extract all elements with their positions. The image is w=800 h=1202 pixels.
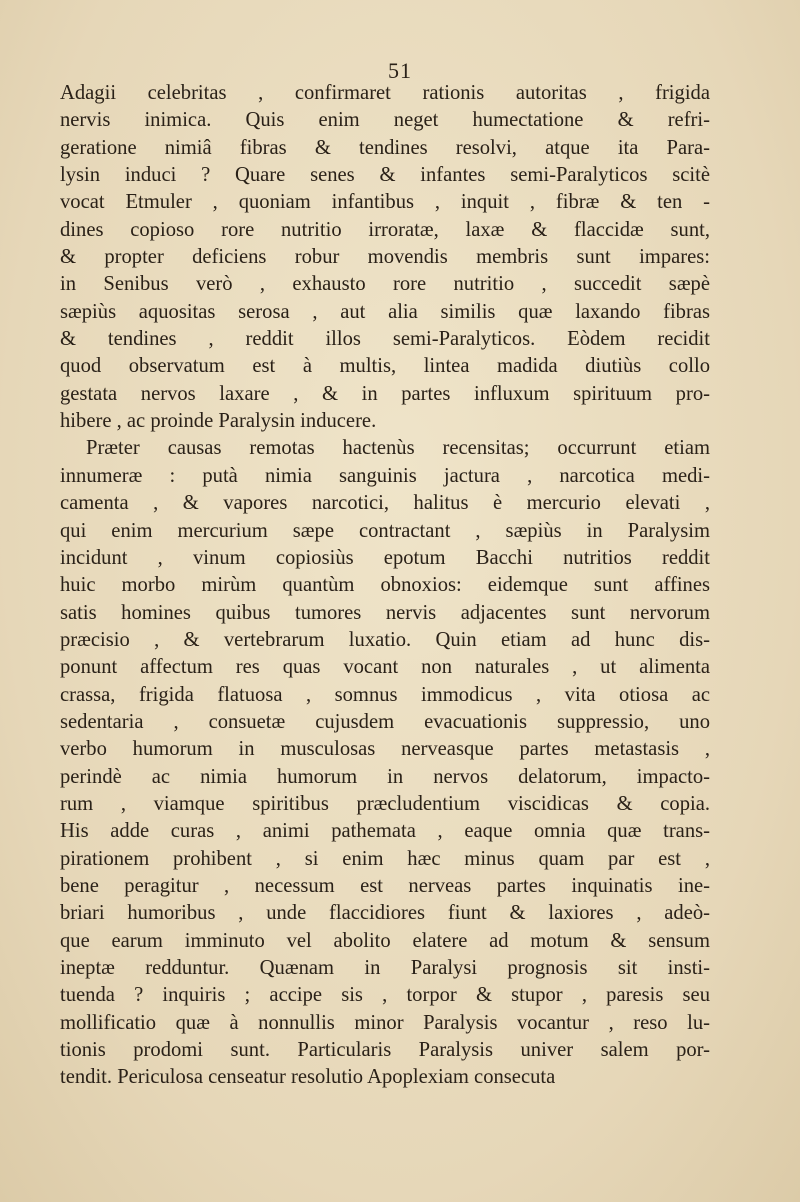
text-line: nervis inimica. Quis enim neget humectatione & refri- (60, 109, 710, 132)
text-line: sedentaria , consuetæ cujusdem evacuationis suppressio, uno (60, 710, 710, 733)
text-line: briari humoribus , unde flaccidiores fiunt & laxiores , adeò- (60, 902, 710, 925)
text-line: in Senibus verò , exhausto rore nutritio , succedit sæpè (60, 273, 710, 296)
text-line: incidunt , vinum copiosiùs epotum Bacchi nutritios reddit (60, 546, 710, 569)
text-line: ineptæ redduntur. Quænam in Paralysi prognosis sit insti- (60, 957, 710, 979)
text-line: crassa, frigida flatuosa , somnus immodicus , vita otiosa ac (60, 683, 710, 706)
text-line: ponunt affectum res quas vocant non naturales , ut alimenta (60, 656, 710, 679)
text-line: dines copioso rore nutritio irroratæ, laxæ & flaccidæ sunt, (60, 218, 710, 241)
text-line: innumeræ : putà nimia sanguinis jactura , narcotica medi- (60, 464, 710, 487)
text-line: huic morbo mirùm quantùm obnoxios: eidemque sunt affines (60, 574, 710, 597)
text-line: sæpiùs aquositas serosa , aut alia similis quæ laxando fibras (60, 300, 710, 323)
text-line: quod observatum est à multis, lintea madida diutiùs collo (60, 355, 710, 378)
text-line: tuenda ? inquiris ; accipe sis , torpor & stupor , paresis seu (60, 984, 710, 1007)
text-line: & tendines , reddit illos semi-Paralyticos. Eòdem recidit (60, 328, 710, 351)
text-line: Præter causas remotas hactenùs recensitas; occurrunt etiam (86, 437, 710, 460)
text-line: vocat Etmuler , quoniam infantibus , inquit , fibræ & ten - (60, 191, 710, 214)
text-line: rum , viamque spiritibus præcludentium viscidicas & copia. (60, 792, 710, 815)
body-text (60, 80, 710, 1092)
text-line: Adagii celebritas , confirmaret rationis autoritas , frigida (60, 82, 710, 104)
text-line: satis homines quibus tumores nervis adjacentes sunt nervorum (60, 601, 710, 624)
text-line: His adde curas , animi pathemata , eaque omnia quæ trans- (60, 820, 710, 843)
text-line: perindè ac nimia humorum in nervos delatorum, impacto- (60, 765, 710, 788)
text-line: bene peragitur , necessum est nerveas partes inquinatis ine- (60, 874, 710, 897)
text-line: lysin induci ? Quare senes & infantes semi-Paralyticos scitè (60, 164, 710, 187)
text-line: hibere , ac proinde Paralysin inducere. (60, 410, 377, 433)
page-number: 51 (388, 58, 412, 83)
paragraph (60, 80, 710, 435)
text-line: geratione nimiâ fibras & tendines resolvi, atque ita Para- (60, 136, 710, 159)
text-line: & propter deficiens robur movendis membris sunt impares: (60, 246, 710, 269)
text-line: verbo humorum in musculosas nerveasque partes metastasis , (60, 738, 710, 761)
text-line: præcisio , & vertebrarum luxatio. Quin etiam ad hunc dis- (60, 628, 710, 651)
text-line: pirationem prohibent , si enim hæc minus quam par est , (60, 847, 710, 870)
text-line: que earum imminuto vel abolito elatere ad motum & sensum (60, 929, 710, 952)
text-line: camenta , & vapores narcotici, halitus è mercurio elevati , (60, 492, 710, 515)
text-line: tionis prodomi sunt. Particularis Paralysis univer salem por- (60, 1039, 710, 1062)
text-line: qui enim mercurium sæpe contractant , sæpiùs in Paralysim (60, 519, 710, 542)
paragraph (60, 435, 710, 1091)
text-line: tendit. Periculosa censeatur resolutio Apoplexiam consecuta (60, 1066, 556, 1089)
text-line: gestata nervos laxare , & in partes influxum spirituum pro- (60, 382, 710, 405)
text-line: mollificatio quæ à nonnullis minor Paralysis vocantur , reso lu- (60, 1011, 710, 1034)
